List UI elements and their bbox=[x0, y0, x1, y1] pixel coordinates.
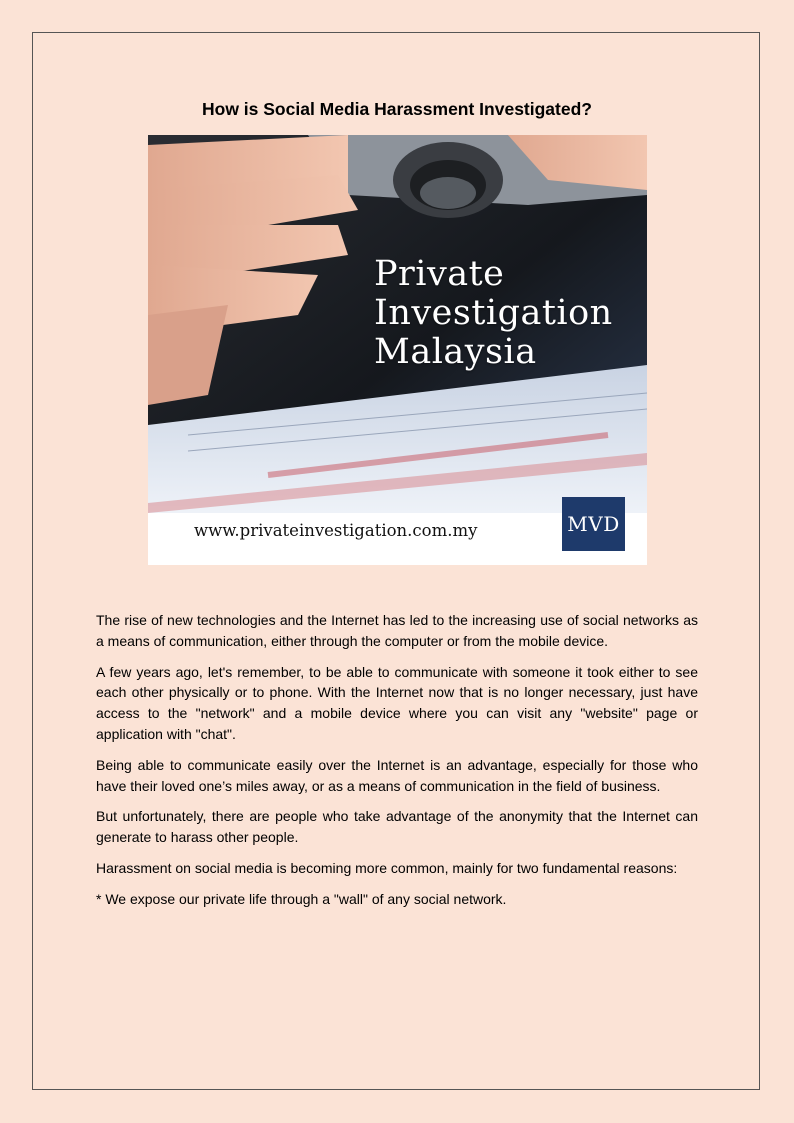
hero-headline bbox=[374, 255, 613, 372]
paragraph: Being able to communicate easily over the Internet is an advantage, especially for those who have their loved one’s miles away, or as a means of communication in the field of business. bbox=[96, 756, 698, 794]
hero-headline-line: Private bbox=[374, 254, 505, 294]
hero-image bbox=[148, 135, 647, 565]
page-title: How is Social Media Harassment Investigated? bbox=[202, 99, 592, 119]
hero-headline-line: Investigation bbox=[374, 293, 613, 333]
paragraph: * We expose our private life through a "wall" of any social network. bbox=[96, 890, 507, 907]
mvd-logo: MVD bbox=[562, 497, 625, 551]
paragraph: Harassment on social media is becoming more common, mainly for two fundamental reasons: bbox=[96, 859, 678, 876]
paragraph: But unfortunately, there are people who take advantage of the anonymity that the Internet can generate to harass other people. bbox=[96, 808, 698, 846]
hero-headline-line: Malaysia bbox=[374, 332, 537, 372]
article-body bbox=[96, 610, 698, 920]
paragraph: A few years ago, let's remember, to be able to communicate with someone it took either to see each other physically or to phone. With the Internet now that is no longer necessary, just have access to the "network" and a mobile device where you can visit any "website" page or application with "chat". bbox=[96, 663, 698, 742]
paragraph: The rise of new technologies and the Internet has led to the increasing use of social networks as a means of communication, either through the computer or from the mobile device. bbox=[96, 612, 698, 649]
hero-url: www.privateinvestigation.com.my bbox=[194, 521, 478, 540]
